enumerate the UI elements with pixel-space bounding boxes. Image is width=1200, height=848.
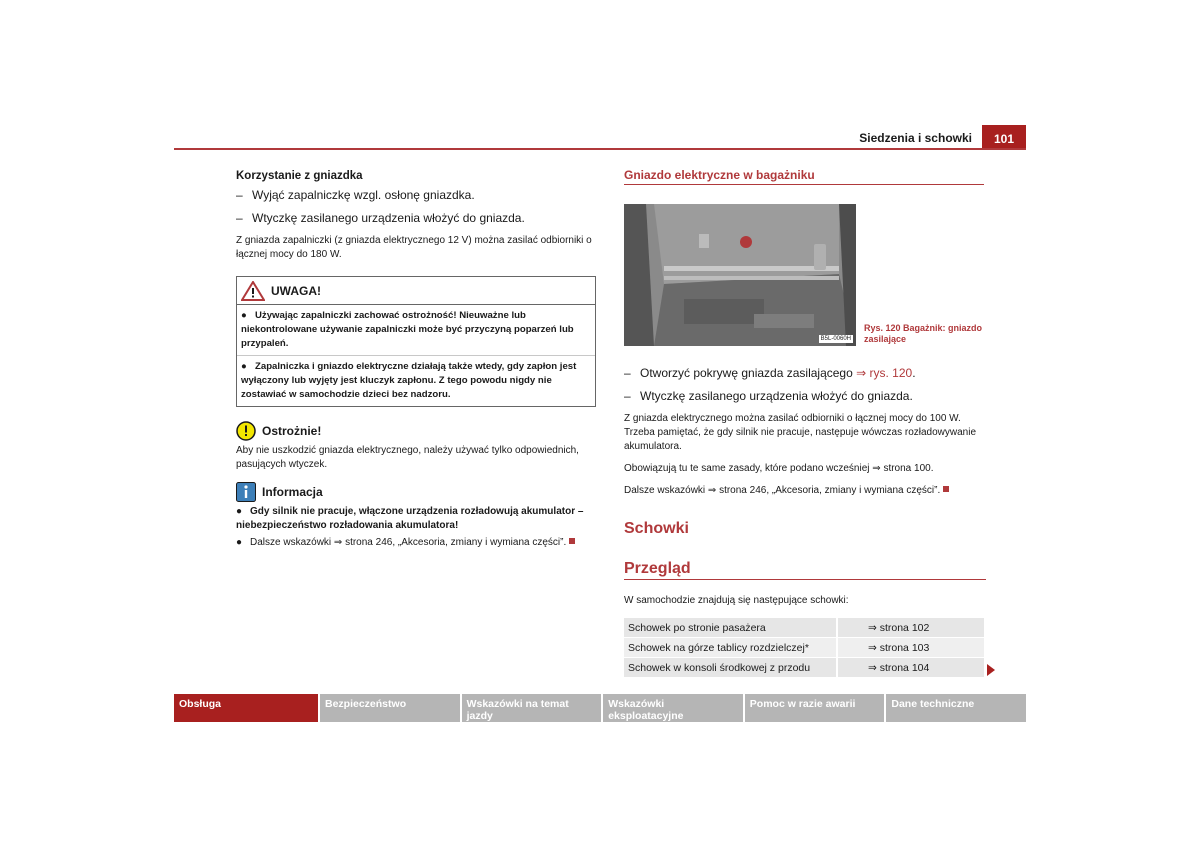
warning-item bbox=[237, 356, 595, 406]
figure-caption: Rys. 120 Bagażnik: gniazdo zasilające bbox=[864, 323, 983, 344]
step-text: Otworzyć pokrywę gniazda zasilającego bbox=[640, 366, 857, 380]
running-header-title: Siedzenia i schowki bbox=[859, 131, 972, 145]
trunk-socket-figure bbox=[624, 204, 856, 346]
step-item bbox=[624, 366, 986, 380]
figure-reference-link[interactable]: ⇒ rys. 120 bbox=[856, 366, 913, 380]
warning-item-text: Zapalniczka i gniazdo elektryczne działają także wtedy, gdy zapłon jest wyłączony lub wyjęty jest kluczyk zapłonu. Z tego powodu nigdy nie zostawiać w samochodzie dzieci bez nadzoru. bbox=[241, 361, 577, 400]
table-row bbox=[624, 658, 984, 678]
info-item bbox=[236, 536, 596, 550]
page-number: 101 bbox=[982, 125, 1026, 149]
bullet-icon: ● bbox=[241, 310, 247, 321]
tab-bezpieczenstwo[interactable]: Bezpieczeństwo bbox=[320, 694, 460, 722]
left-column bbox=[236, 168, 596, 553]
warning-item-text: Używając zapalniczki zachować ostrożność! Nieuważne lub niekontrolowane używanie zapalniczki może być przyczyną poparzeń lub przypaleń. bbox=[241, 310, 574, 349]
heading-storage: Schowki bbox=[624, 520, 689, 537]
right-column-head bbox=[624, 168, 984, 203]
tab-dane-techniczne[interactable]: Dane techniczne bbox=[886, 694, 1026, 722]
storage-label: Schowek w konsoli środkowej z przodu bbox=[624, 658, 837, 678]
storage-page-link[interactable]: ⇒ strona 102 bbox=[837, 618, 984, 638]
warning-triangle-icon bbox=[241, 281, 265, 301]
step-item: – Wyjąć zapalniczkę wzgl. osłonę gniazdka. bbox=[236, 188, 596, 202]
info-item-text: Dalsze wskazówki ⇒ strona 246, „Akcesoria, zmiany i wymiana części”. bbox=[250, 537, 567, 548]
bullet-icon: ● bbox=[241, 361, 247, 372]
info-header bbox=[236, 482, 596, 502]
trunk-socket-paragraph: Z gniazda elektrycznego można zasilać odbiorniki o łącznej mocy do 100 W. Trzeba pamiętać, że gdy silnik nie pracuje, następuje wówczas rozładowywanie akumulatora. bbox=[624, 413, 977, 452]
rules-reference-paragraph: Obowiązują tu te same zasady, które podano wcześniej ⇒ strona 100. bbox=[624, 463, 934, 474]
warning-header bbox=[237, 277, 595, 305]
info-item bbox=[236, 505, 596, 533]
table-row bbox=[624, 638, 984, 658]
tab-obsluga[interactable]: Obsługa bbox=[174, 694, 318, 722]
storage-label: Schowek na górze tablicy rozdzielczej* bbox=[624, 638, 837, 658]
trunk-illustration bbox=[624, 204, 856, 346]
warning-item bbox=[237, 305, 595, 356]
storage-intro: W samochodzie znajdują się następujące schowki: bbox=[624, 595, 849, 606]
exclamation-circle-icon bbox=[236, 421, 256, 441]
tab-wskazowki-eksploatacyjne[interactable]: Wskazówki eksploatacyjne bbox=[603, 694, 743, 722]
section-end-icon bbox=[569, 538, 575, 544]
tab-wskazowki-jazdy[interactable]: Wskazówki na temat jazdy bbox=[462, 694, 602, 722]
caution-title: Ostrożnie! bbox=[262, 424, 322, 438]
caution-header bbox=[236, 421, 596, 441]
chapter-tabs bbox=[174, 694, 1026, 722]
step-item: – Wtyczkę zasilanego urządzenia włożyć do gniazda. bbox=[236, 211, 596, 225]
storage-page-link[interactable]: ⇒ strona 103 bbox=[837, 638, 984, 658]
info-icon bbox=[236, 482, 256, 502]
info-item-text: Gdy silnik nie pracuje, włączone urządzenia rozładowują akumulator – niebezpieczeństwo rozładowania akumulatora! bbox=[236, 506, 584, 531]
heading-overview: Przegląd bbox=[624, 560, 986, 580]
warning-title: UWAGA! bbox=[271, 284, 321, 298]
storage-label: Schowek po stronie pasażera bbox=[624, 618, 837, 638]
subheading-socket-use: Korzystanie z gniazdka bbox=[236, 170, 363, 182]
storage-page-link[interactable]: ⇒ strona 104 bbox=[837, 658, 984, 678]
step-tail: . bbox=[912, 366, 916, 380]
header-rule bbox=[174, 148, 1026, 150]
socket-power-paragraph: Z gniazda zapalniczki (z gniazda elektrycznego 12 V) można zasilać odbiorniki o łącznej mocy do 180 W. bbox=[236, 235, 592, 260]
table-row bbox=[624, 618, 984, 638]
bullet-icon: ● bbox=[236, 537, 243, 548]
step-text: Wtyczkę zasilanego urządzenia włożyć do gniazda. bbox=[640, 389, 913, 403]
caution-text: Aby nie uszkodzić gniazda elektrycznego, należy używać tylko odpowiednich, pasujących wtyczek. bbox=[236, 445, 579, 470]
next-page-arrow-icon[interactable] bbox=[987, 664, 995, 676]
further-info-paragraph bbox=[624, 484, 986, 498]
section-title-trunk-socket: Gniazdo elektryczne w bagażniku bbox=[624, 168, 984, 185]
further-info-text: Dalsze wskazówki ⇒ strona 246, „Akcesoria, zmiany i wymiana części”. bbox=[624, 485, 941, 496]
storage-table bbox=[624, 618, 984, 678]
warning-box bbox=[236, 276, 596, 407]
step-item bbox=[624, 389, 986, 403]
right-column-body bbox=[624, 366, 986, 678]
info-title: Informacja bbox=[262, 485, 323, 499]
bullet-icon: ● bbox=[236, 506, 243, 517]
section-end-icon bbox=[943, 486, 949, 492]
tab-pomoc-awarii[interactable]: Pomoc w razie awarii bbox=[745, 694, 885, 722]
figure-code: B5L-0060H bbox=[820, 336, 851, 342]
